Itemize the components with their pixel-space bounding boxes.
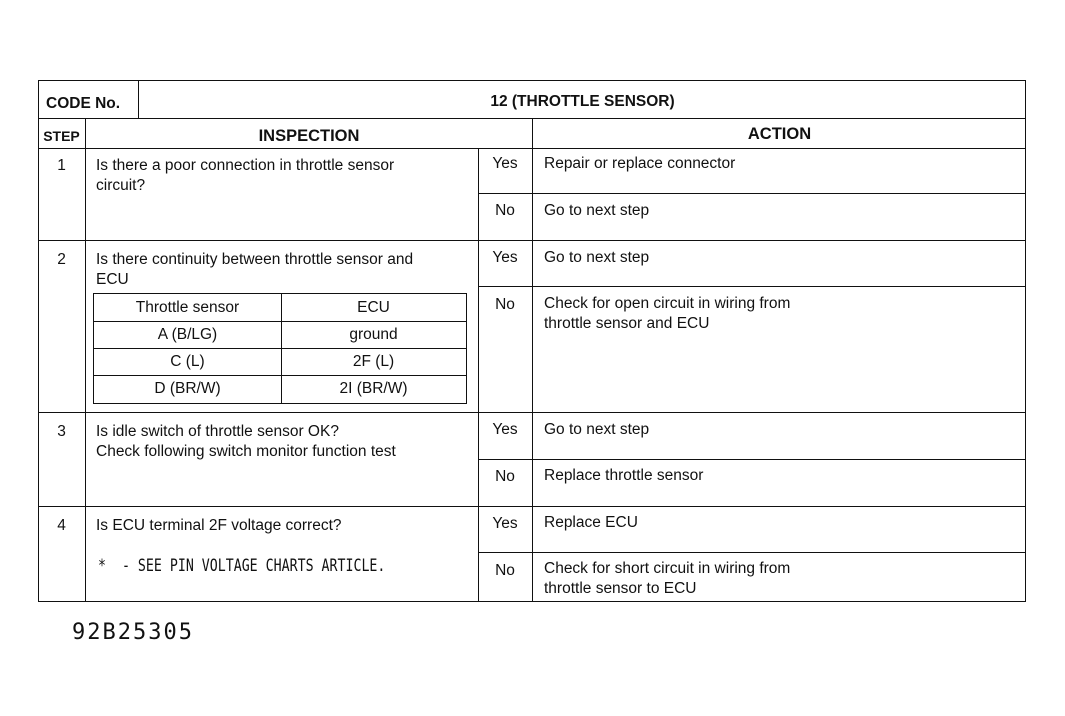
no-action: Check for open circuit in wiring from throttle sensor and ECU [544,295,791,332]
code-label: CODE No. [46,95,121,112]
inspection-question: Is there continuity between throttle sensor and ECU [96,251,414,288]
no-action: Replace throttle sensor [544,467,704,484]
inspection-question: Is ECU terminal 2F voltage correct? [96,517,342,534]
pin-table-cell: ground [349,326,398,343]
pin-table-header-sensor: Throttle sensor [135,299,240,316]
step4-yes-no-divider [478,552,1026,553]
yes-action: Repair or replace connector [544,155,736,172]
no-action: Go to next step [544,202,650,219]
pin-table-rule [94,321,466,322]
no-action: Check for short circuit in wiring from throttle sensor to ECU [544,560,791,597]
yes-label: Yes [492,249,518,266]
pin-table-rule [94,375,466,376]
step-number: 2 [57,251,66,268]
figure-id: 92B25305 [72,620,194,645]
yes-action: Go to next step [544,421,650,438]
pin-table-cell: 2I (BR/W) [339,380,408,397]
yes-label: Yes [492,515,518,532]
pin-continuity-table [93,293,467,404]
pin-table-cell: A (B/LG) [157,326,218,343]
pin-table-cell: D (BR/W) [154,380,221,397]
inspection-question: Is idle switch of throttle sensor OK? Check following switch monitor function test [96,423,396,460]
pin-table-cell: C (L) [170,353,205,370]
step-number: 4 [57,517,66,534]
no-label: No [495,202,515,219]
code-value: 12 (THROTTLE SENSOR) [490,93,675,110]
step-number: 3 [57,423,66,440]
action-header: ACTION [747,125,812,143]
pin-voltage-note: * - SEE PIN VOLTAGE CHARTS ARTICLE. [98,556,386,576]
no-label: No [495,468,515,485]
yes-action: Replace ECU [544,514,638,531]
step3-yes-no-divider [478,459,1026,460]
no-label: No [495,296,515,313]
answer-action-divider [532,148,533,602]
yes-label: Yes [492,421,518,438]
step2-yes-no-divider [478,286,1026,287]
pin-table-header-ecu: ECU [357,299,390,316]
step1-yes-no-divider [478,193,1026,194]
step-column-divider [85,118,86,602]
pin-table-cell: 2F (L) [352,353,395,370]
inspection-header: INSPECTION [258,127,360,145]
no-label: No [495,562,515,579]
step-header: STEP [43,128,80,144]
yes-label: Yes [492,155,518,172]
pin-table-rule [94,348,466,349]
step-number: 1 [57,157,66,174]
yes-action: Go to next step [544,249,650,266]
inspection-question: Is there a poor connection in throttle sensor circuit? [96,157,395,194]
